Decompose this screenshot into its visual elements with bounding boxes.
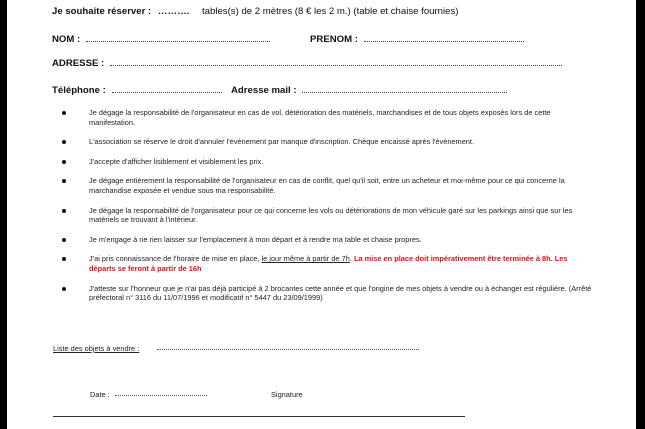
mail-row — [231, 84, 507, 96]
adresse-row — [52, 57, 562, 69]
form-sheet — [7, 0, 636, 429]
setup-time-item: J'ai pris connaissance de l'horaire de mise en place, le jour même à partir de 7h. La mise en place doit impérativement être terminée à 8h. Les départs se feront à partir de 16h — [57, 254, 592, 273]
mail-field[interactable] — [302, 84, 507, 93]
nom-field[interactable] — [86, 33, 270, 42]
mail-label: Adresse mail : — [231, 85, 297, 96]
nom-label: NOM : — [52, 34, 81, 45]
conditions-list — [57, 108, 592, 313]
date-label: Date : — [90, 390, 110, 399]
condition-item: L'association se réserve le droit d'annuler l'événement par manque d'inscription. Chèque encaissé après l'événement. — [57, 137, 592, 147]
telephone-field[interactable] — [112, 84, 222, 93]
prenom-label: PRENOM : — [310, 34, 358, 45]
objects-list-row — [53, 344, 139, 353]
condition-item: Je dégage la responsabilité de l'organisateur en cas de vol, détérioration des matériels, marchandises et de tous objets exposés lors de cette manifestation. — [57, 108, 592, 127]
objects-list-field[interactable] — [157, 344, 419, 350]
reserve-description: tables(s) de 2 mètres (8 € les 2 m.) (table et chaise fournies) — [202, 6, 459, 17]
signature-label: Signature — [271, 390, 303, 399]
reservation-line — [52, 6, 458, 17]
adresse-field[interactable] — [110, 57, 562, 66]
objects-list-label: Liste des objets à vendre : — [53, 344, 140, 353]
prenom-field[interactable] — [364, 33, 524, 42]
condition-item: Je m'engage à ne rien laisser sur l'emplacement à mon départ et à rendre ma table et chaise propres. — [57, 235, 592, 245]
setup-warning: La mise en place doit impérativement être terminée à 8h. Les départs se feront à partir de 16h — [89, 254, 568, 273]
signature-label-row — [271, 390, 303, 399]
date-row — [90, 390, 110, 399]
condition-item: Je dégage entièrement la responsabilité de l'organisateur en cas de conflit, quel qu'il soit, entre un acheteur et moi-même pour ce qui concerne la marchandise exposée et vendue sous ma responsabilité. — [57, 176, 592, 195]
condition-item: Je dégage la responsabilité de l'organisateur pour ce qui concerne les vols ou détériorations de mon véhicule garé sur les parkings ainsi que sur les matériels se trouvant à l'intérieur. — [57, 206, 592, 225]
telephone-row — [52, 84, 222, 96]
signature-line[interactable] — [53, 415, 465, 417]
setup-underlined: le jour même à partir de 7h — [261, 254, 350, 264]
setup-text: J'ai pris connaissance de l'horaire de mise en place, — [89, 254, 260, 264]
condition-item: J'accepte d'afficher lisiblement et visiblement les prix. — [57, 157, 592, 167]
attestation-item: J'atteste sur l'honneur que je n'ai pas déjà participé à 2 brocantes cette année et que l'origine de mes objets à vendre ou à échanger est régulière. (Arrêté préfectoral n° 3116 du 11/07/1996 et modificatif n° 5447 du 23/09/1999) — [57, 284, 592, 303]
reserve-label: Je souhaite réserver : — [52, 6, 152, 17]
nom-row — [52, 33, 270, 45]
prenom-row — [310, 33, 524, 45]
reserve-quantity-field[interactable]: ………. — [157, 6, 190, 17]
date-field[interactable] — [115, 390, 207, 396]
adresse-label: ADRESSE : — [52, 58, 105, 69]
telephone-label: Téléphone : — [52, 85, 106, 96]
